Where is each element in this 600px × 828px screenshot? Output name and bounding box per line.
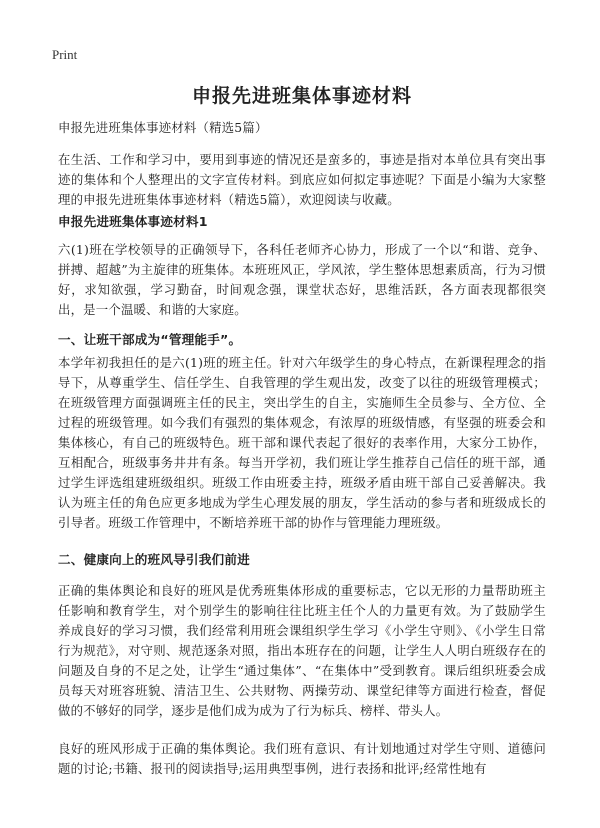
print-link[interactable]: Print — [52, 47, 78, 62]
document-subtitle: 申报先进班集体事迹材料（精选5篇） — [58, 120, 268, 135]
section2-paragraph-1: 正确的集体舆论和良好的班风是优秀班集体形成的重要标志，它以无形的力量帮助班主任影响和教育学生，对个别学生的影响往往比班主任个人的力量更有效。为了鼓励学生养成良好的学习习惯，我们经常利用班会课组织学生学习《小学生守则》、《小学生日常行为规范》，对守则、规范逐条对照，指出本班存在的问题，让学生人人明白班级存在的问题及自身的不足之处，让学生“通过集体”、“在集体中”受到教育。课后组织班委会成员每天对班容班貌、清洁卫生、公共财物、两操劳动、课堂纪律等方面进行检查，督促做的不够好的同学，逐步是他们成为成为了行为标兵、榜样、带头人。 — [58, 583, 546, 718]
article1-paragraph: 六(1)班在学校领导的正确领导下，各科任老师齐心协力，形成了一个以“和谐、竞争、拼搏、超越”为主旋律的班集体。本班班风正，学风浓，学生整体思想素质高，行为习惯好，求知欲强，学习勤奋，时间观念强，课堂状态好，思维活跃，各方面表现都很突出，是一个温暖、和谐的大家庭。 — [58, 242, 546, 317]
section2-heading: 二、健康向上的班风导引我们前进 — [58, 552, 250, 567]
intro-paragraph: 在生活、工作和学习中，要用到事迹的情况还是蛮多的，事迹是指对本单位具有突出事迹的集体和个人整理出的文字宣传材料。到底应如何拟定事迹呢？下面是小编为大家整理的申报先进班集体事迹材料（精选5篇），欢迎阅读与收藏。 — [58, 152, 546, 207]
section1-heading: 一、让班干部成为“管理能手”。 — [58, 332, 242, 347]
article1-heading: 申报先进班集体事迹材料1 — [58, 214, 208, 229]
document-title: 申报先进班集体事迹材料 — [191, 85, 412, 107]
section1-paragraph: 本学年初我担任的是六(1)班的班主任。针对六年级学生的身心特点，在新课程理念的指导下，从尊重学生、信任学生、自我管理的学生观出发，改变了以往的班级管理模式；在班级管理方面强调班主任的民主，突出学生的自主，实施师生全员参与、全方位、全过程的班级管理。如今我们有强烈的集体观念，有浓厚的班级情感，有坚强的班委会和集体核心，有自己的班级特色。班干部和课代表起了很好的表率作用，大家分工协作，互相配合，班级事务井井有条。每当开学初，我们班让学生推荐自己信任的班干部，通过学生评选组建班级组织。班级工作由班委主持，班级矛盾由班干部自己妥善解决。我认为班主任的角色应更多地成为学生心理发展的朋友，学生活动的参与者和班级成长的引导者。班级工作管理中，不断培养班干部的协作与管理能力理班级。 — [58, 355, 546, 530]
section2-paragraph-2: 良好的班风形成于正确的集体舆论。我们班有意识、有计划地通过对学生守则、道德问题的讨论;书籍、报刊的阅读指导;运用典型事例，进行表扬和批评;经常性地有 — [58, 741, 546, 776]
